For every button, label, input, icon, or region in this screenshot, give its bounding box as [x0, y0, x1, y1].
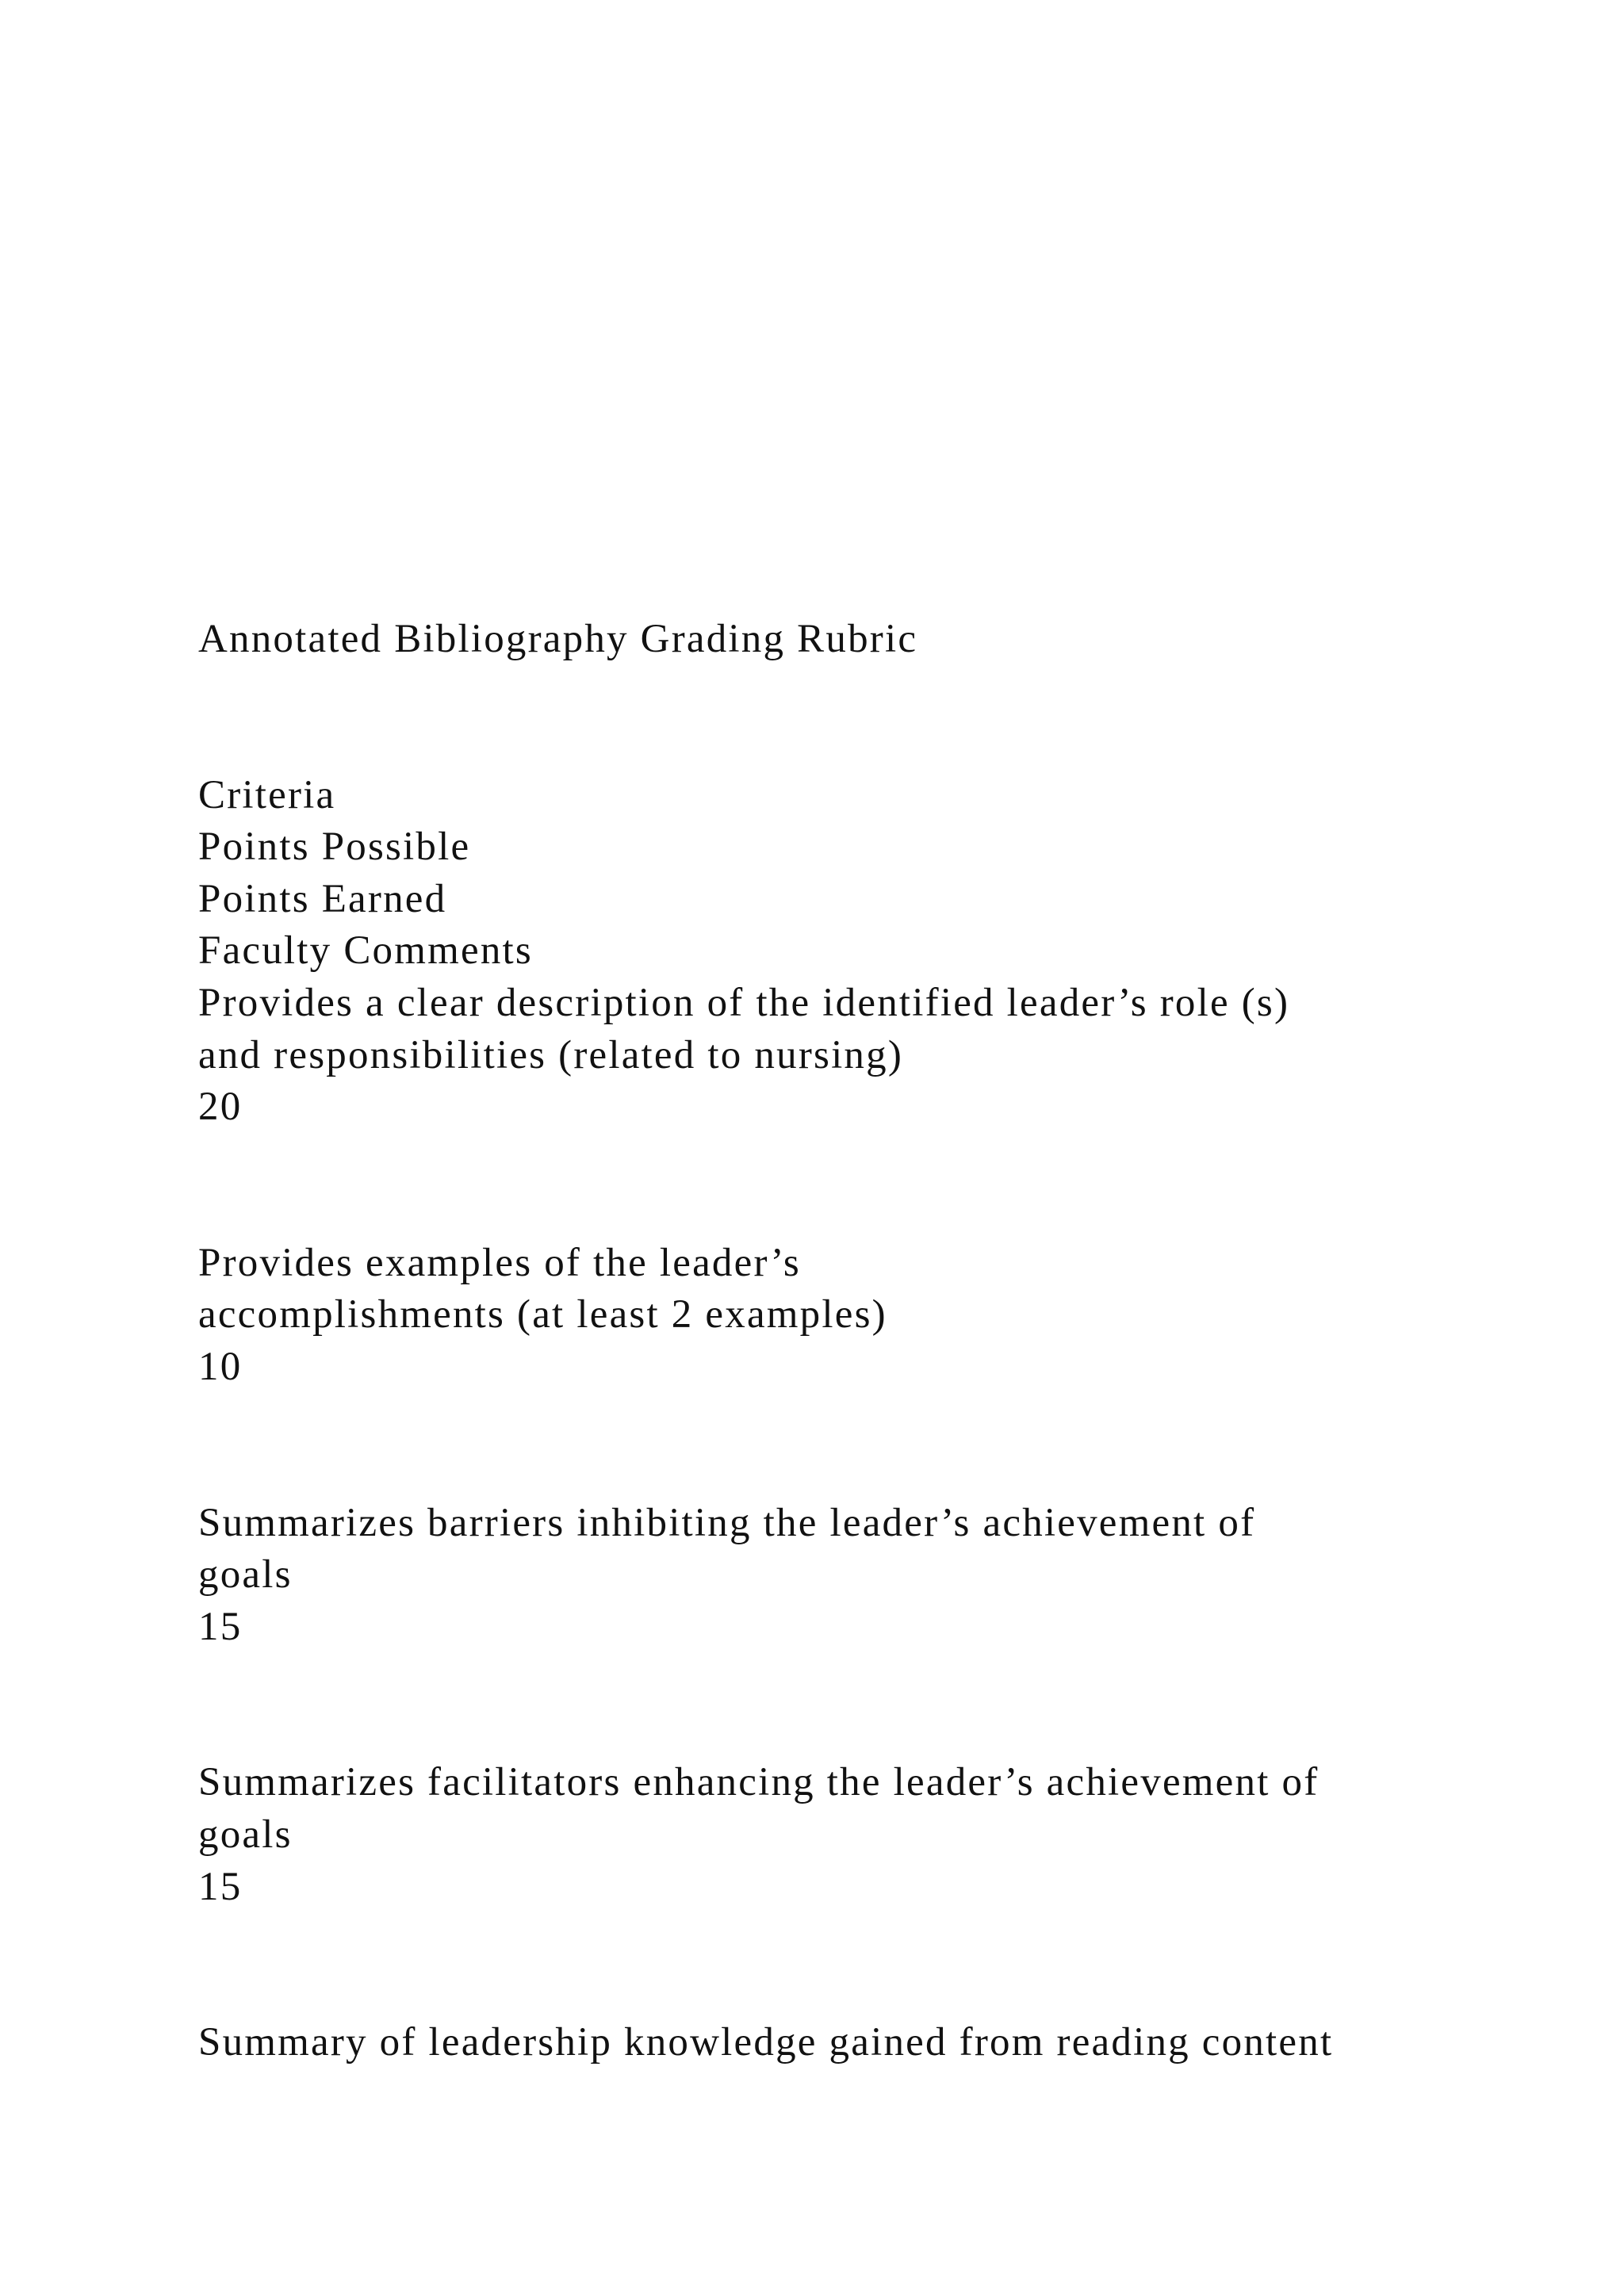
criteria-text: and responsibilities (related to nursing)	[198, 1032, 904, 1077]
rubric-row	[198, 978, 1507, 1134]
points-possible-value: 10	[198, 1344, 243, 1389]
rubric-row	[198, 1757, 1507, 1913]
points-possible-value: 15	[198, 1604, 243, 1649]
spacer	[198, 1394, 1507, 1498]
document-title: Annotated Bibliography Grading Rubric	[198, 617, 918, 661]
rubric-content	[198, 614, 1507, 2069]
criteria-text: Summarizes facilitators enhancing the leader’s achievement of	[198, 1760, 1320, 1805]
points-possible-value: 15	[198, 1864, 243, 1909]
spacer	[198, 1653, 1507, 1757]
criteria-text: Provides examples of the leader’s	[198, 1240, 801, 1285]
spacer	[198, 1134, 1507, 1238]
spacer	[198, 1913, 1507, 2017]
rubric-row	[198, 2017, 1507, 2069]
header-points-earned: Points Earned	[198, 876, 447, 921]
criteria-text: goals	[198, 1812, 293, 1857]
spacer	[198, 666, 1507, 770]
points-possible-value: 20	[198, 1085, 243, 1130]
header-points-possible: Points Possible	[198, 825, 471, 870]
header-faculty-comments: Faculty Comments	[198, 928, 533, 974]
criteria-text: Provides a clear description of the identified leader’s role (s)	[198, 980, 1290, 1025]
criteria-text: accomplishments (at least 2 examples)	[198, 1292, 887, 1337]
criteria-text: goals	[198, 1552, 293, 1598]
rubric-row	[198, 1498, 1507, 1654]
criteria-text: Summary of leadership knowledge gained from reading content	[198, 2020, 1334, 2065]
criteria-text: Summarizes barriers inhibiting the leader’s achievement of	[198, 1500, 1256, 1545]
rubric-row	[198, 1238, 1507, 1394]
header-criteria: Criteria	[198, 772, 336, 817]
